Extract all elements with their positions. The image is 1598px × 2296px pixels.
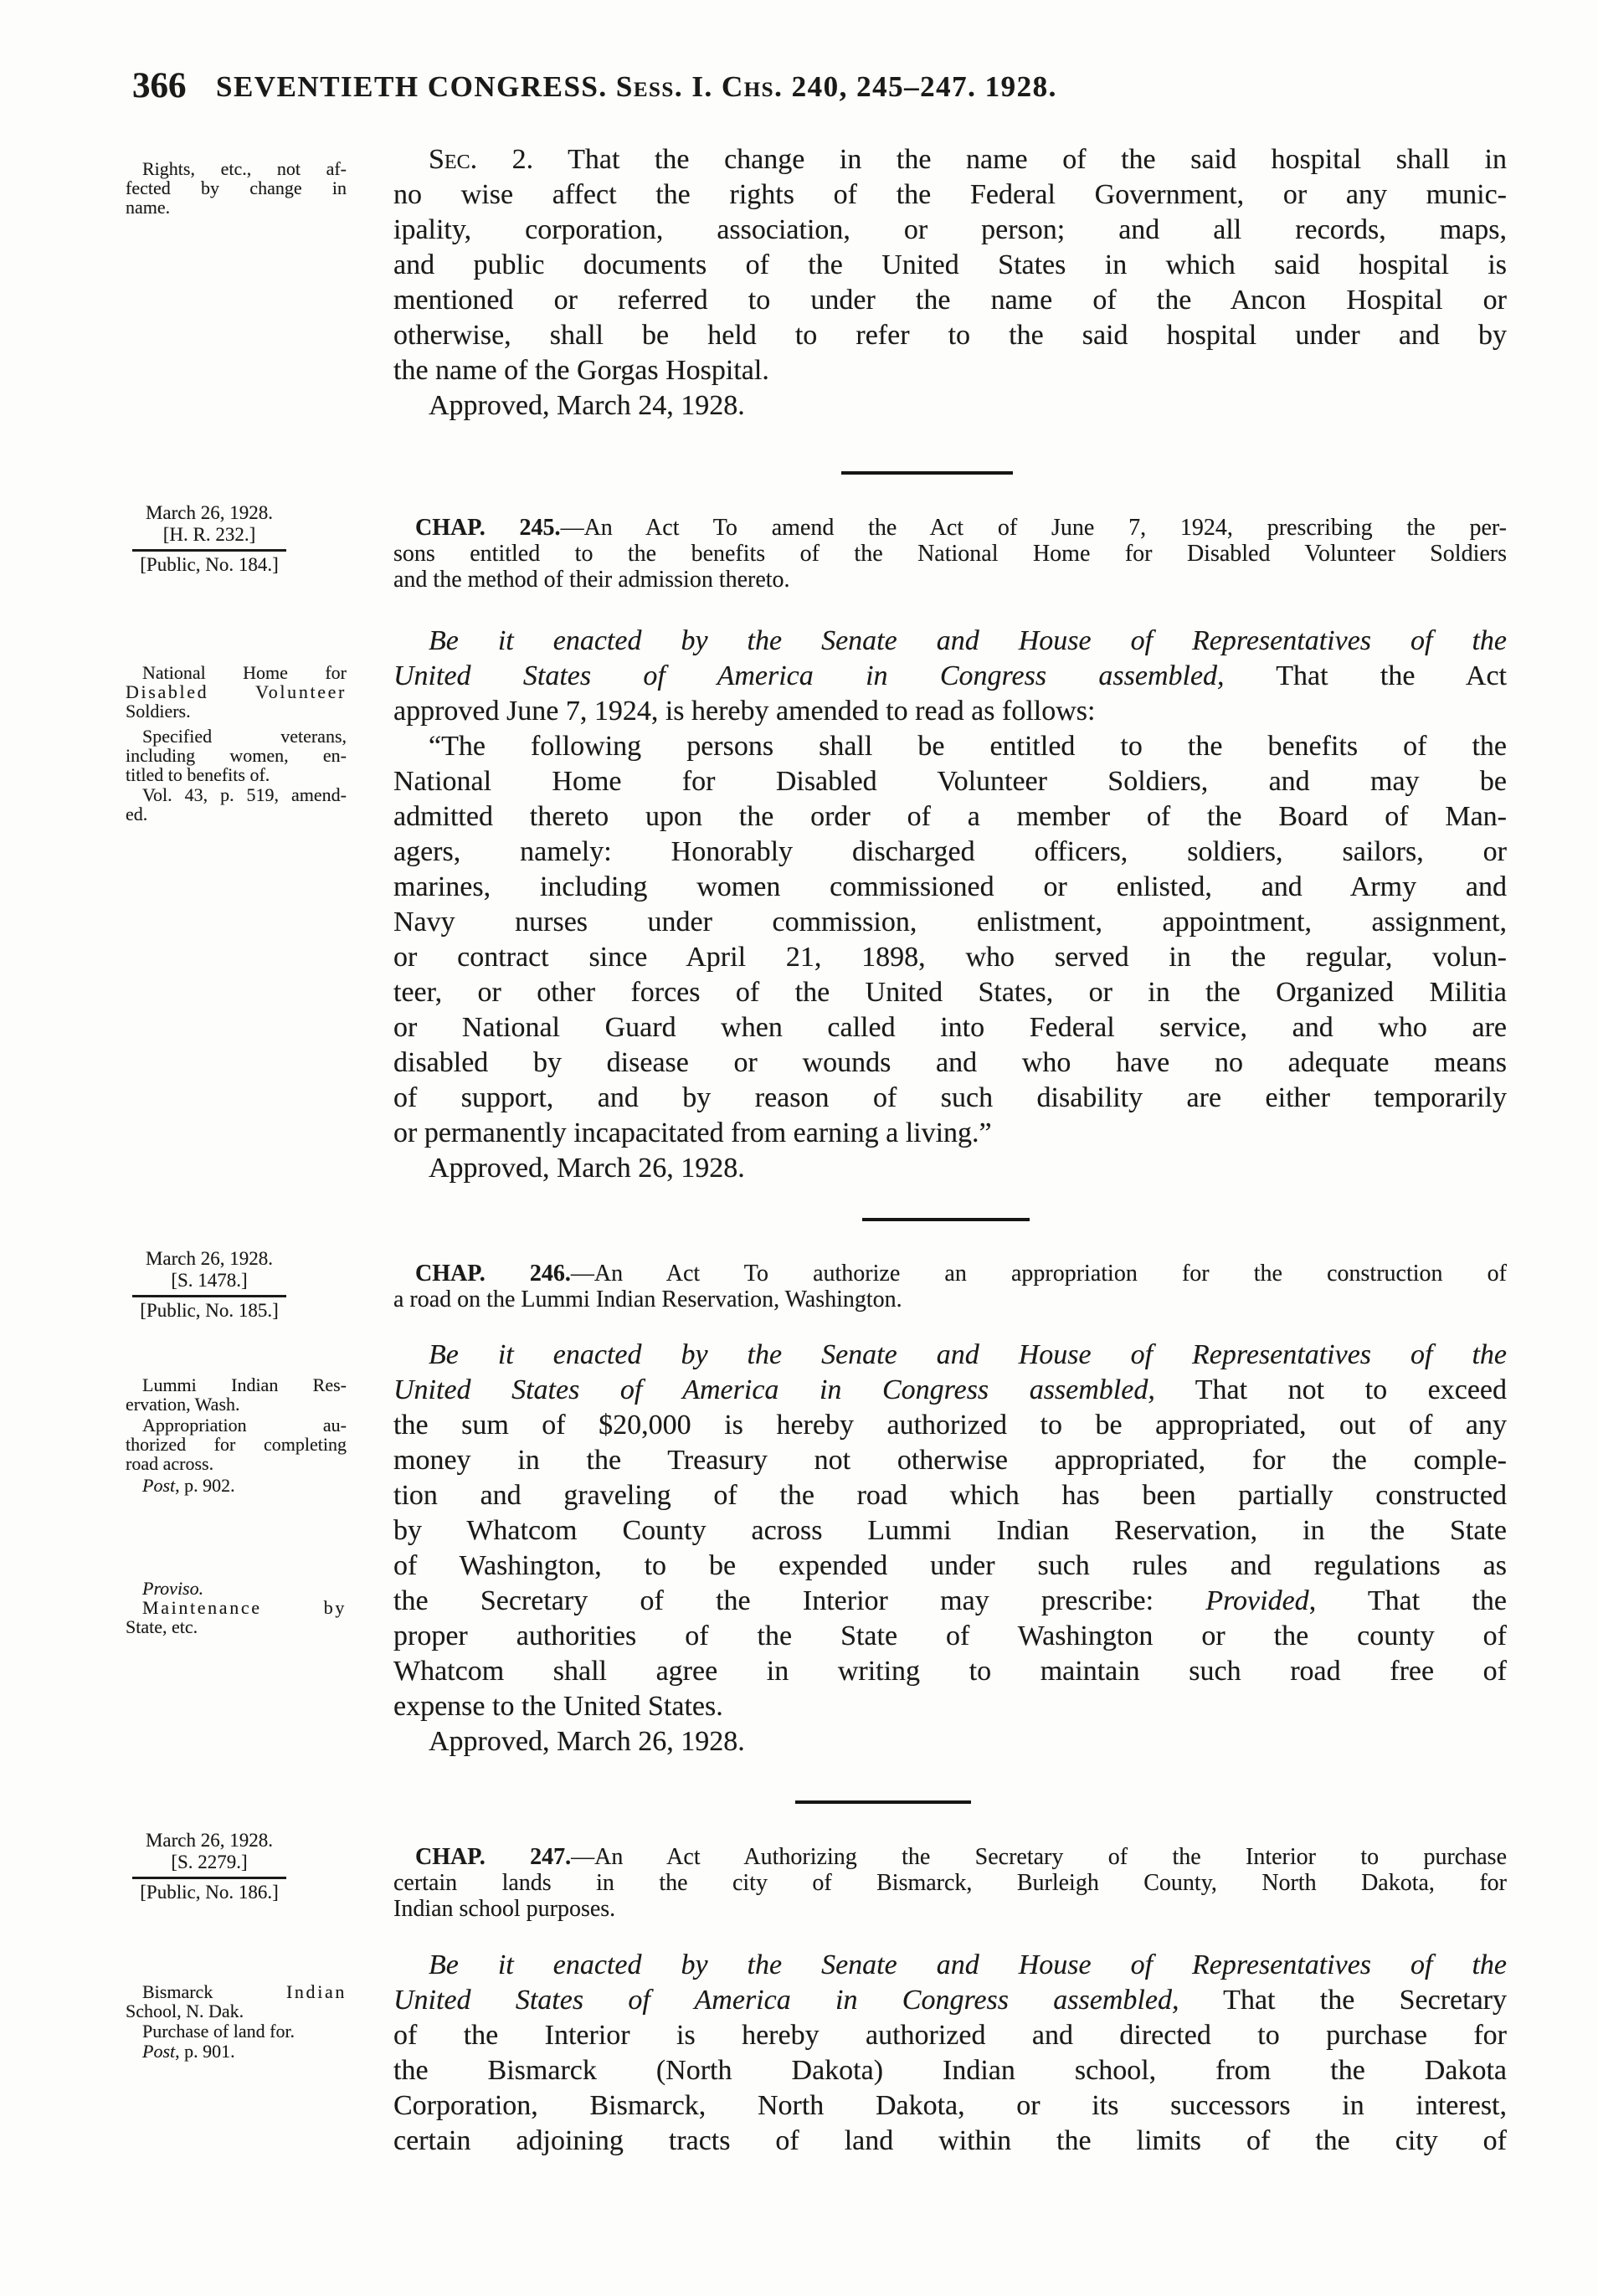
text-line <box>126 2021 347 2041</box>
text-segment: of Washington, to be expended under such rules and regulations as <box>393 1550 1507 1581</box>
text-segment: agers, namely: Honorably discharged officers, soldiers, sailors, or <box>393 836 1507 867</box>
text-line <box>126 1435 347 1454</box>
text-segment: —An Act Authorizing the Secretary of the Interior to purchase <box>571 1844 1507 1870</box>
section-separator <box>841 471 1013 475</box>
text-line <box>393 213 1507 248</box>
text-segment: Approved, March 26, 1928. <box>429 1726 745 1757</box>
stamp-rule <box>132 1295 286 1297</box>
text-segment: ipality, corporation, association, or person; and all records, maps, <box>393 214 1507 245</box>
text-line <box>126 682 347 701</box>
text-segment: Post <box>142 2041 176 2062</box>
text-line <box>393 1116 1507 1151</box>
text-line <box>393 835 1507 870</box>
text-segment: money in the Treasury not otherwise appropriated, for the comple- <box>393 1445 1507 1476</box>
margin-note-appropriation <box>126 1415 347 1473</box>
text-segment: admitted thereto upon the order of a member of the Board of Man- <box>393 801 1507 832</box>
text-segment: Maintenance by <box>142 1597 347 1618</box>
margin-note-maintenance <box>126 1598 347 1636</box>
text-segment: ed. <box>126 804 148 824</box>
text-segment: Indian school purposes. <box>393 1896 616 1922</box>
text-segment: Be it enacted by the Senate and House of Representatives of the <box>429 1949 1507 1980</box>
text-segment: That the Secretary <box>1179 1985 1508 2016</box>
text-segment: Specified veterans, <box>142 726 347 747</box>
text-segment: a road on the Lummi Indian Reservation, Washington. <box>393 1287 902 1312</box>
text-segment: , That the <box>1308 1585 1507 1616</box>
text-segment: no wise affect the rights of the Federal Government, or any munic- <box>393 179 1507 210</box>
date-stamp <box>126 1830 293 1903</box>
text-segment: Navy nurses under commission, enlistment, appointment, assignment, <box>393 907 1507 937</box>
running-header: SEVENTIETH CONGRESS. Sess. I. Chs. 240, 245–247. 1928. <box>216 70 1057 103</box>
text-line <box>393 567 1507 593</box>
date-stamp <box>126 1248 293 1322</box>
text-segment: Disabled Volunteer <box>126 681 347 702</box>
text-line <box>393 694 1507 729</box>
text-line <box>126 1598 347 1617</box>
chapter-heading <box>393 515 1507 593</box>
text-line <box>126 1248 293 1270</box>
text-line <box>126 746 347 765</box>
text-segment: Appropriation au- <box>142 1415 347 1436</box>
text-segment: Proviso. <box>142 1578 204 1599</box>
text-line <box>393 515 1507 541</box>
text-segment: State, etc. <box>126 1616 198 1637</box>
text-line <box>126 1454 347 1473</box>
text-segment: and public documents of the United States in which said hospital is <box>393 249 1507 280</box>
text-line <box>393 1513 1507 1549</box>
text-line <box>126 1476 347 1495</box>
text-segment: the Secretary of the Interior may prescribe: <box>393 1585 1206 1616</box>
text-segment: Vol. 43, p. 519, amend- <box>142 784 347 805</box>
text-segment: Lummi Indian Res- <box>142 1374 347 1395</box>
text-segment: [H. R. 232.] <box>162 524 256 545</box>
text-segment: by Whatcom County across Lummi Indian Reservation, in the State <box>393 1515 1507 1546</box>
page-number: 366 <box>132 66 187 105</box>
text-line <box>126 1579 347 1598</box>
text-line <box>393 1010 1507 1045</box>
text-segment: otherwise, shall be held to refer to the said hospital under and by <box>393 320 1507 351</box>
text-line <box>393 388 1507 424</box>
text-segment: —An Act To authorize an appropriation for the construction of <box>570 1261 1507 1287</box>
text-line <box>126 198 347 217</box>
text-segment: road across. <box>126 1453 214 1474</box>
margin-note-national-home <box>126 663 347 721</box>
text-segment: United States of America in Congress assembled, <box>393 660 1225 691</box>
text-segment: of the Interior is hereby authorized and directed to purchase for <box>393 2020 1507 2051</box>
text-line <box>393 2053 1507 2088</box>
text-segment: 2. That the change in the name of the said hospital shall in <box>477 144 1507 175</box>
text-line <box>126 1395 347 1414</box>
text-segment: or contract since April 21, 1898, who served in the regular, volun- <box>393 942 1507 973</box>
stamp-rule <box>132 549 286 552</box>
text-line <box>393 870 1507 905</box>
text-segment: Rights, etc., not af- <box>142 158 347 179</box>
text-line <box>393 1338 1507 1373</box>
text-segment: teer, or other forces of the United States, or in the Organized Militia <box>393 977 1507 1008</box>
act-text <box>393 1338 1507 1759</box>
margin-note-lummi <box>126 1375 347 1414</box>
text-segment: , p. 902. <box>175 1475 235 1496</box>
act-text <box>393 1948 1507 2159</box>
text-segment: United States of America in Congress assembled, <box>393 1374 1155 1405</box>
text-segment: mentioned or referred to under the name of the Ancon Hospital or <box>393 285 1507 316</box>
margin-note-purchase <box>126 2021 347 2041</box>
text-segment: Bismarck <box>142 1981 286 2002</box>
margin-note-rights <box>126 159 347 217</box>
text-line <box>393 177 1507 213</box>
text-segment: and the method of their admission thereto. <box>393 567 790 593</box>
text-line <box>126 178 347 198</box>
text-line <box>393 1724 1507 1759</box>
text-line <box>393 2018 1507 2053</box>
text-segment: approved June 7, 1924, is hereby amended to read as follows: <box>393 696 1096 727</box>
text-segment: the Bismarck (North Dakota) Indian school, from the Dakota <box>393 2055 1507 2086</box>
text-segment: Soldiers. <box>126 701 191 722</box>
date-stamp <box>126 502 293 576</box>
text-segment: Approved, March 26, 1928. <box>429 1153 745 1184</box>
text-segment: thorized for completing <box>126 1434 347 1455</box>
text-line <box>126 1830 293 1852</box>
text-line <box>393 1151 1507 1186</box>
margin-note-specified-veterans <box>126 727 347 784</box>
margin-note-vol-43 <box>126 785 347 824</box>
text-line <box>393 1584 1507 1619</box>
text-segment: National Home for <box>142 662 347 683</box>
text-segment: That not to exceed <box>1154 1374 1508 1405</box>
text-segment: —An Act To amend the Act of June 7, 1924, prescribing the per- <box>560 515 1507 541</box>
text-line <box>126 1852 293 1873</box>
section-separator <box>862 1218 1030 1221</box>
section-2-text <box>393 142 1507 424</box>
text-segment: Approved, March 24, 1928. <box>429 390 745 421</box>
text-line <box>393 318 1507 353</box>
text-segment: [Public, No. 184.] <box>140 554 279 575</box>
text-line <box>126 663 347 682</box>
text-segment: CHAP. 247. <box>415 1844 572 1870</box>
chapter-heading <box>393 1844 1507 1922</box>
text-line <box>393 142 1507 177</box>
text-segment: of support, and by reason of such disability are either temporarily <box>393 1082 1507 1113</box>
text-line <box>126 524 293 546</box>
text-line <box>393 1045 1507 1081</box>
text-line <box>126 785 347 804</box>
text-line <box>393 353 1507 388</box>
text-line <box>393 1654 1507 1689</box>
text-segment: Be it enacted by the Senate and House of Representatives of the <box>429 625 1507 656</box>
text-line <box>393 975 1507 1010</box>
text-segment: certain adjoining tracts of land within the limits of the city of <box>393 2125 1507 2156</box>
text-segment: Corporation, Bismarck, North Dakota, or its successors in interest, <box>393 2090 1507 2121</box>
text-segment: the name of the Gorgas Hospital. <box>393 355 769 386</box>
text-line <box>393 2088 1507 2124</box>
text-line <box>393 1689 1507 1724</box>
text-line <box>126 502 293 524</box>
text-line <box>393 541 1507 567</box>
text-segment: March 26, 1928. <box>145 1248 274 1269</box>
text-segment: marines, including women commissioned or enlisted, and Army and <box>393 871 1507 902</box>
text-line <box>393 905 1507 940</box>
text-line <box>393 1443 1507 1478</box>
text-segment: March 26, 1928. <box>145 502 274 523</box>
text-segment: Purchase of land for. <box>142 2021 295 2042</box>
stamp-rule <box>132 1877 286 1879</box>
text-line <box>393 1261 1507 1287</box>
text-segment: Provided <box>1205 1585 1309 1616</box>
text-segment: Sec. <box>429 144 478 175</box>
text-segment: , p. 901. <box>175 2041 235 2062</box>
section-separator <box>795 1800 971 1804</box>
text-segment: [Public, No. 185.] <box>140 1300 279 1321</box>
margin-note-bismarck <box>126 1982 347 2021</box>
text-line <box>393 2124 1507 2159</box>
text-segment: or permanently incapacitated from earning a living.” <box>393 1117 992 1148</box>
text-line <box>393 1478 1507 1513</box>
text-segment: sons entitled to the benefits of the National Home for Disabled Volunteer Soldiers <box>393 541 1507 567</box>
text-line <box>126 1375 347 1395</box>
text-line <box>126 2001 347 2021</box>
text-line <box>393 1549 1507 1584</box>
text-segment: disabled by disease or wounds and who have no adequate means <box>393 1047 1507 1078</box>
text-line <box>126 1415 347 1435</box>
text-segment: March 26, 1928. <box>145 1830 274 1851</box>
text-segment: “The following persons shall be entitled to the benefits of the <box>429 731 1507 762</box>
text-segment: titled to benefits of. <box>126 764 270 785</box>
text-line <box>393 1287 1507 1312</box>
text-segment: fected by change in <box>126 177 347 198</box>
text-segment: [Public, No. 186.] <box>140 1882 279 1903</box>
text-line <box>393 1081 1507 1116</box>
text-segment: tion and graveling of the road which has been partially constructed <box>393 1480 1507 1511</box>
text-segment: School, N. Dak. <box>126 2001 244 2021</box>
text-segment: CHAP. 245. <box>415 515 561 541</box>
text-line <box>126 765 347 784</box>
text-segment: Post <box>142 1475 176 1496</box>
margin-note-post-901 <box>126 2042 347 2061</box>
margin-note-post-902 <box>126 1476 347 1495</box>
text-segment: [S. 2279.] <box>171 1852 248 1872</box>
text-line <box>393 248 1507 283</box>
text-line <box>393 1948 1507 1983</box>
text-line <box>126 1617 347 1636</box>
text-line <box>393 283 1507 318</box>
text-segment: CHAP. 246. <box>415 1261 571 1287</box>
text-line <box>393 624 1507 659</box>
text-segment: or National Guard when called into Federal service, and who are <box>393 1012 1507 1043</box>
text-line <box>393 940 1507 975</box>
text-segment: United States of America in Congress assembled, <box>393 1985 1179 2016</box>
text-line <box>126 1882 293 1903</box>
text-line <box>393 1844 1507 1870</box>
text-segment: That the Act <box>1224 660 1508 691</box>
text-line <box>393 1896 1507 1922</box>
text-segment: name. <box>126 197 171 218</box>
text-segment: [S. 1478.] <box>171 1270 248 1291</box>
text-segment: National Home for Disabled Volunteer Soldiers, and may be <box>393 766 1507 797</box>
text-line <box>393 1870 1507 1896</box>
text-line <box>126 159 347 178</box>
text-segment: expense to the United States. <box>393 1691 723 1722</box>
chapter-heading <box>393 1261 1507 1312</box>
text-line <box>126 554 293 576</box>
text-line <box>126 1270 293 1292</box>
text-segment: the sum of $20,000 is hereby authorized to be appropriated, out of any <box>393 1410 1507 1441</box>
text-line <box>393 764 1507 799</box>
text-segment: including women, en- <box>126 745 347 766</box>
act-text <box>393 624 1507 1186</box>
text-line <box>393 729 1507 764</box>
text-line <box>126 1982 347 2001</box>
text-line <box>126 1300 293 1322</box>
text-line <box>393 799 1507 835</box>
text-line <box>126 727 347 746</box>
text-segment: proper authorities of the State of Washington or the county of <box>393 1621 1507 1651</box>
text-line <box>393 1373 1507 1408</box>
text-segment: certain lands in the city of Bismarck, Burleigh County, North Dakota, for <box>393 1870 1507 1896</box>
margin-note-proviso <box>126 1579 347 1598</box>
text-segment: ervation, Wash. <box>126 1394 240 1415</box>
text-line <box>126 804 347 824</box>
text-line <box>393 1619 1507 1654</box>
text-line <box>126 701 347 721</box>
text-segment: Be it enacted by the Senate and House of Representatives of the <box>429 1339 1507 1370</box>
text-segment: Whatcom shall agree in writing to maintain such road free of <box>393 1656 1507 1687</box>
text-line <box>126 2042 347 2061</box>
text-line <box>393 1408 1507 1443</box>
text-segment: Indian <box>285 1981 347 2002</box>
text-line <box>393 1983 1507 2018</box>
text-line <box>393 659 1507 694</box>
